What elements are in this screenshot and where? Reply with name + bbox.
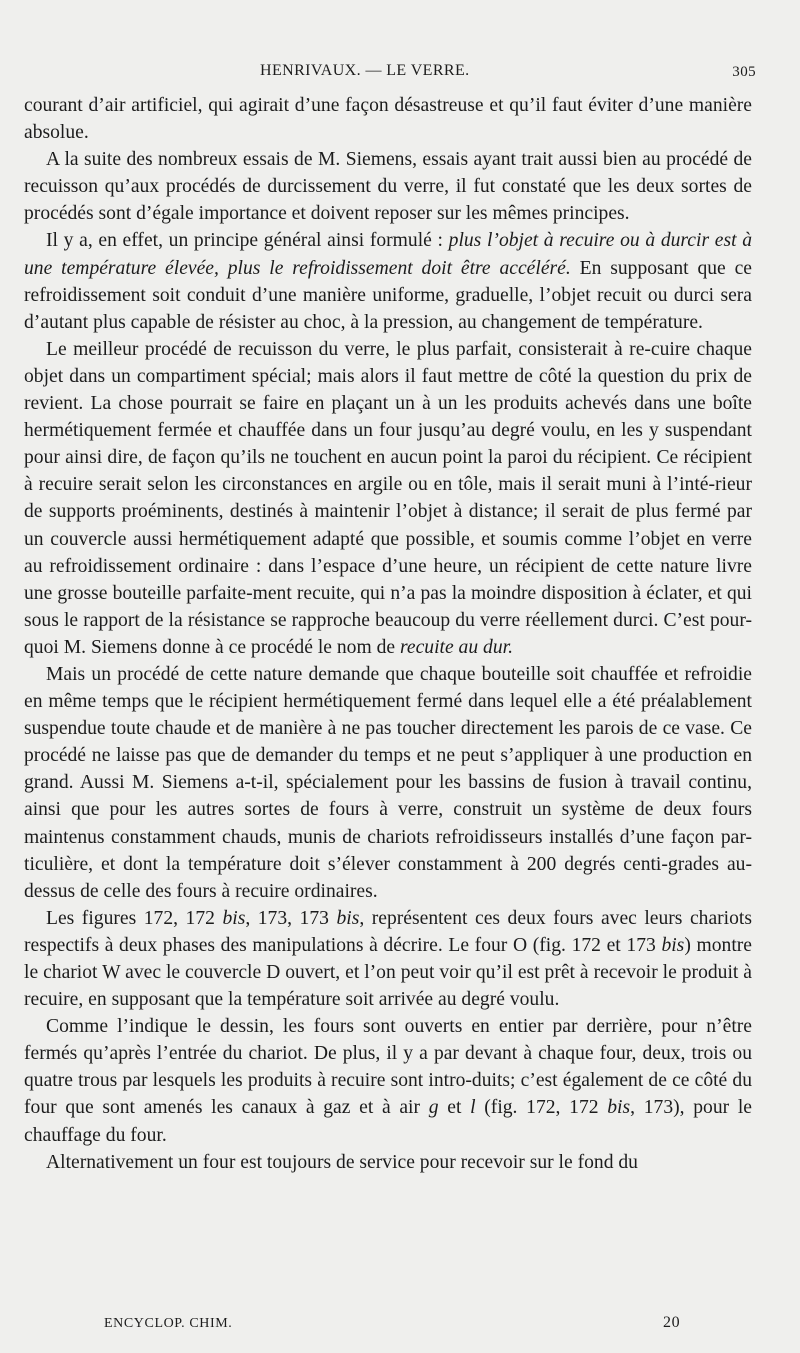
text-run: Il y a, en effet, un principe général ainsi formulé :: [46, 230, 449, 252]
paragraph: [24, 1149, 752, 1176]
page-number: 305: [732, 64, 756, 80]
italic-text: g: [428, 1097, 439, 1119]
italic-text: recuite au dur.: [399, 636, 513, 658]
paragraph: [24, 1013, 752, 1148]
italic-text: bis: [607, 1097, 631, 1119]
text-run: A la suite des nombreux essais de M. Siemens, essais ayant trait aussi bien au procédé de recuisson qu’aux procédés de durcissement du verre, il fut constaté que les deux sortes de procédés sont d’égale importance et doivent reposer sur les mêmes principes.: [24, 149, 752, 225]
italic-text: bis: [336, 907, 360, 929]
paragraph: [24, 905, 752, 1013]
text-run: , représentent ces deux fours avec leurs chariots respectifs à deux phases des manipulations à décrire. Le four O (fig. 172 et 173: [24, 907, 752, 956]
text-run: (fig. 172, 172: [475, 1097, 608, 1119]
printer-signature: ENCYCLOP. CHIM.: [104, 1316, 233, 1331]
text-run: Mais un procédé de cette nature demande que chaque bouteille soit chauffée et refroidie en même temps que le récipient hermétiquement fermé dans lequel elle a été préalablement suspendue toute chaude et de manière à ne pas toucher directement les parois de ce vase. Ce procédé ne laisse pas que de demander du temps et ne peut s’appliquer à une production en grand. Aussi M. Siemens a-t-il, spécialement pour les bassins de fusion à travail continu, ainsi que pour les autres sortes de fours à verre, construit un système de deux fours maintenus constamment chauds, munis de chariots refroidisseurs installés d’une façon par-ticulière, et dont la température doit s’élever constamment à 200 degrés centi-grades au-dessus de celle des fours à recuire ordinaires.: [24, 663, 752, 902]
paragraph: [24, 227, 752, 335]
italic-text: bis: [661, 934, 685, 956]
paragraph: [24, 92, 752, 146]
text-run: Les figures 172, 172: [46, 907, 223, 929]
italic-text: l: [470, 1097, 476, 1119]
body-text: [24, 92, 752, 1176]
text-run: , 173, 173: [245, 907, 337, 929]
italic-text: plus l’objet à recuire ou à durcir est à une température élevée, plus le refroidissement doit être accéléré.: [24, 230, 752, 279]
text-run: et: [438, 1097, 471, 1119]
italic-text: bis: [222, 907, 246, 929]
running-head: [0, 60, 800, 84]
text-run: , 173), pour le chauffage du four.: [24, 1097, 753, 1146]
paragraph: [24, 146, 752, 227]
paragraph: [24, 661, 752, 905]
text-run: En supposant que ce refroidissement soit conduit d’une manière uniforme, graduelle, l’objet recuit ou durci sera d’autant plus capable de résister au choc, à la pression, au changement de température.: [24, 257, 753, 333]
text-run: courant d’air artificiel, qui agirait d’une façon désastreuse et qu’il faut éviter d’une manière absolue.: [24, 95, 752, 144]
page-footer: [0, 1314, 800, 1336]
text-run: ) montre le chariot W avec le couvercle D ouvert, et l’on peut voir qu’il est prêt à recevoir le produit à recuire, en supposant que la température soit arrivée au degré voulu.: [24, 934, 752, 1011]
running-title: HENRIVAUX. — LE VERRE.: [260, 62, 470, 79]
text-run: Alternativement un four est toujours de service pour recevoir sur le fond du: [46, 1151, 638, 1173]
paragraph: [24, 336, 752, 661]
signature-number: 20: [663, 1314, 681, 1331]
text-run: Le meilleur procédé de recuisson du verre, le plus parfait, consisterait à re-cuire chaque objet dans un compartiment spécial; mais alors il faut mettre de côté la question du prix de revient. La chose pourrait se faire en plaçant un à un les produits achevés dans une boîte hermétiquement fermée et chauffée dans un four jusqu’au degré voulu, en les y suspendant pour ainsi dire, de façon qu’ils ne touchent en aucun point la paroi du récipient. Ce récipient à recuire serait selon les circonstances en argile ou en tôle, mais il serait muni à l’inté-rieur de supports proéminents, destinés à maintenir l’objet à distance; il serait de plus fermé par un couvercle aussi hermétiquement adapté que possible, et soumis comme l’objet en verre au refroidissement ordinaire : dans l’espace d’une heure, un récipient de cette nature livre une grosse bouteille parfaite-ment recuite, qui n’a pas la moindre disposition à éclater, et qui sous le rapport de la résistance se rapproche beaucoup du verre réellement durci. C’est pour-quoi M. Siemens donne à ce procédé le nom de: [24, 338, 752, 658]
text-run: Comme l’indique le dessin, les fours sont ouverts en entier par derrière, pour n’être fermés qu’après l’entrée du chariot. De plus, il y a par devant à chaque four, deux, trois ou quatre trous par lesquels les produits à recuire sont intro-duits; c’est également de ce côté du four que sont amenés les canaux à gaz et à air: [24, 1016, 752, 1119]
